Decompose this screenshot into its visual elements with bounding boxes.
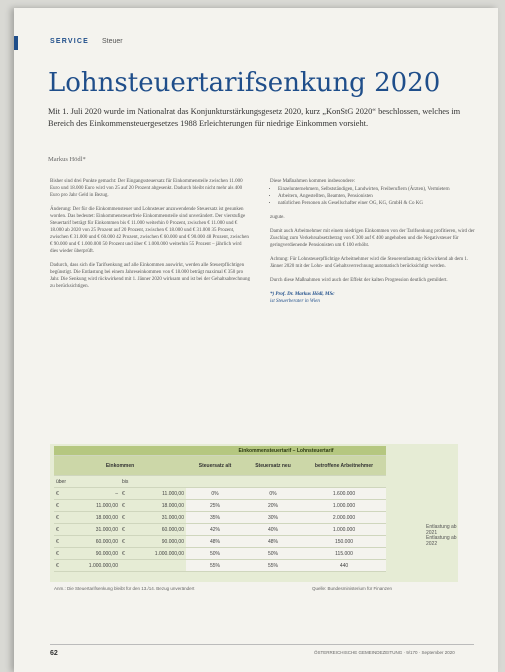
rate-new-cell: 50% — [244, 548, 302, 560]
rate-old-cell: 25% — [186, 500, 244, 512]
paragraph: Bisher sind drei Punkte gemacht: Der Eingangssteuersatz für Einkommensteile zwischen 11.000 Euro und 18.000 Euro wird von 25 auf 20 Prozent abgesenkt. Dadurch bleibt nicht mehr als 400 Euro pro Jahr Geld in Bezug. — [50, 179, 243, 198]
rate-new-cell: 30% — [244, 512, 302, 524]
rate-old-cell: 42% — [186, 524, 244, 536]
rate-new-cell: 20% — [244, 500, 302, 512]
col-header-income: Einkommen — [54, 456, 186, 476]
currency-cell: € — [54, 560, 70, 572]
from-cell: 18.000,00 — [70, 512, 120, 524]
to-cell: 31.000,00 — [136, 512, 186, 524]
affected-cell: 440 — [302, 560, 386, 572]
footer-divider — [50, 644, 474, 645]
table-caption-spacer — [54, 446, 186, 456]
currency-cell: € — [120, 500, 136, 512]
list-intro: Diese Maßnahmen kommen insbesondere: — [270, 179, 356, 184]
rate-new-cell: 55% — [244, 560, 302, 572]
signature-name: *) Prof. Dr. Markus Hödl, MSc — [270, 292, 335, 297]
paragraph: Änderung: Der für die Einkommensteuer und Lohnsteuer anzuwendende Steuersatz ist gesunken worden. Das bedeutet: Einkommensteuerfreie Einkommensteile sind unverändert. Der vierstufige Steuertarif beträgt für Einkommen bis € 11.000 weiterhin 0 Prozent, zwischen € 11.000 und € 18.000 ab 2020 von 25 Prozent auf 20 Prozent, zwischen € 18.000 und € 31.000 35 Prozent, zwischen € 31.000 und € 60.000 42 Prozent, zwischen € 60.000 und € 90.000 48 Prozent, zwischen € 90.000 und € 1.000.000 50 Prozent und über € 1.000.000 weiterhin 55 Prozent – jährlich wird dies wieder überprüft. — [50, 207, 249, 254]
to-cell: 11.000,00 — [136, 488, 186, 500]
side-note-2021: Entlastung ab 2021 — [426, 524, 457, 536]
table-row — [54, 560, 386, 572]
rate-old-cell: 48% — [186, 536, 244, 548]
rate-new-cell: 40% — [244, 524, 302, 536]
section-accent-bar — [14, 36, 18, 50]
col-header-rate-old: Steuersatz alt — [186, 456, 244, 476]
rate-old-cell: 50% — [186, 548, 244, 560]
tax-rate-table — [54, 446, 386, 572]
from-cell: 1.000.000,00 — [70, 560, 120, 572]
to-cell: 18.000,00 — [136, 500, 186, 512]
side-note-2022: Entlastung ab 2022 — [426, 535, 457, 547]
currency-cell: € — [120, 488, 136, 500]
sub-header-to: bis — [120, 476, 186, 488]
from-cell: 11.000,00 — [70, 500, 120, 512]
sub-header-from: über — [54, 476, 120, 488]
to-cell — [136, 560, 186, 572]
currency-cell — [120, 560, 136, 572]
from-cell: – — [70, 488, 120, 500]
affected-cell: 150.000 — [302, 536, 386, 548]
section-sublabel: Steuer — [102, 38, 123, 45]
table-row — [54, 536, 386, 548]
article-title: Lohnsteuertarifsenkung 2020 — [48, 68, 441, 98]
rate-old-cell: 35% — [186, 512, 244, 524]
col-header-affected: betroffene Arbeitnehmer — [302, 456, 386, 476]
affected-cell: 1.600.000 — [302, 488, 386, 500]
currency-cell: € — [120, 536, 136, 548]
beneficiary-list — [270, 186, 475, 207]
to-cell: 1.000.000,00 — [136, 548, 186, 560]
page-number: 62 — [50, 650, 58, 657]
paragraph: Achtung: Für Lohnsteuerpflichtige Arbeitnehmer wird die Steuerentlastung rückwirkend ab dem 1. Jänner 2020 mit der Lohn- und Gehaltsverrechnung automatisch berücksichtigt werden. — [270, 257, 469, 269]
list-item: • Einzelunternehmern, Selbstständigen, Landwirten, Freiberuflern (Ärzten), Vermietern — [278, 186, 475, 193]
from-cell: 31.000,00 — [70, 524, 120, 536]
affected-cell: 1.000.000 — [302, 500, 386, 512]
currency-cell: € — [54, 500, 70, 512]
table-row — [54, 512, 386, 524]
col-header-rate-new: Steuersatz neu — [244, 456, 302, 476]
tax-table-box — [50, 444, 458, 582]
currency-cell: € — [54, 524, 70, 536]
table-source: Quelle: Bundesministerium für Finanzen — [312, 586, 393, 591]
paragraph: Dadurch, dass sich die Tarifsenkung auf alle Einkommen auswirkt, werden alle Steuerpflichtigen begünstigt. Die Entlastung bei einem Jahreseinkommen von € 18.000 beträgt maximal € 350 pro Jahr. Die Senkung wird rückwirkend mit 1. Jänner 2020 wirksam und ist bei der Gehaltsabrechnung zu berücksichtigen. — [50, 263, 250, 289]
section-label: SERVICE — [50, 38, 90, 45]
currency-cell: € — [120, 548, 136, 560]
signature-org: ist Steuerberater in Wien — [270, 299, 320, 304]
list-outro: zugute. — [270, 215, 285, 220]
table-footnote: Anm.: Die Steuertarifsenkung bleibt für den 13./14. Bezug unverändert — [54, 586, 195, 591]
list-item: • natürlichen Personen als Gesellschafter einer OG, KG, GmbH & Co KG — [278, 200, 475, 207]
table-row — [54, 524, 386, 536]
table-title: Einkommensteuertarif – Lohnsteuertarif — [186, 446, 386, 456]
currency-cell: € — [54, 512, 70, 524]
currency-cell: € — [54, 488, 70, 500]
rate-old-cell: 55% — [186, 560, 244, 572]
rate-old-cell: 0% — [186, 488, 244, 500]
left-column — [50, 178, 250, 297]
page — [14, 8, 498, 672]
from-cell: 90.000,00 — [70, 548, 120, 560]
currency-cell: € — [120, 512, 136, 524]
table-row — [54, 500, 386, 512]
publication-info: ÖSTERREICHISCHE GEMEINDEZEITUNG · 9/170 · September 2020 — [314, 650, 455, 655]
currency-cell: € — [54, 548, 70, 560]
paragraph: Damit auch Arbeitnehmer mit einem niedrigen Einkommen von der Tarifsenkung profitieren, wird der Zuschlag zum Verkehrsabsetzbetrag von € 300 auf € 400 angehoben und die Negativsteuer für geringverdienende Pensionisten um € 100 erhöht. — [270, 229, 475, 248]
affected-cell: 2.000.000 — [302, 512, 386, 524]
rate-new-cell: 48% — [244, 536, 302, 548]
rate-new-cell: 0% — [244, 488, 302, 500]
paragraph: Durch diese Maßnahmen wird auch der Effekt der kalten Progression deutlich gemildert. — [270, 278, 448, 283]
affected-cell: 115.000 — [302, 548, 386, 560]
list-item: • Arbeitern, Angestellten, Beamten, Pensionisten — [278, 193, 475, 200]
article-author: Markus Hödl* — [48, 156, 86, 163]
right-column — [270, 178, 475, 312]
from-cell: 60.000,00 — [70, 536, 120, 548]
table-row — [54, 548, 386, 560]
table-row — [54, 488, 386, 500]
to-cell: 60.000,00 — [136, 524, 186, 536]
to-cell: 90.000,00 — [136, 536, 186, 548]
currency-cell: € — [54, 536, 70, 548]
affected-cell: 1.000.000 — [302, 524, 386, 536]
currency-cell: € — [120, 524, 136, 536]
article-lead: Mit 1. Juli 2020 wurde im Nationalrat das Konjunkturstärkungsgesetz 2020, kurz „KonStG 2020“ beschlossen, welches im Bereich des Einkommensteuergesetzes 1988 Erleichterungen für niedrige Einkommen vorsieht. — [48, 107, 461, 128]
